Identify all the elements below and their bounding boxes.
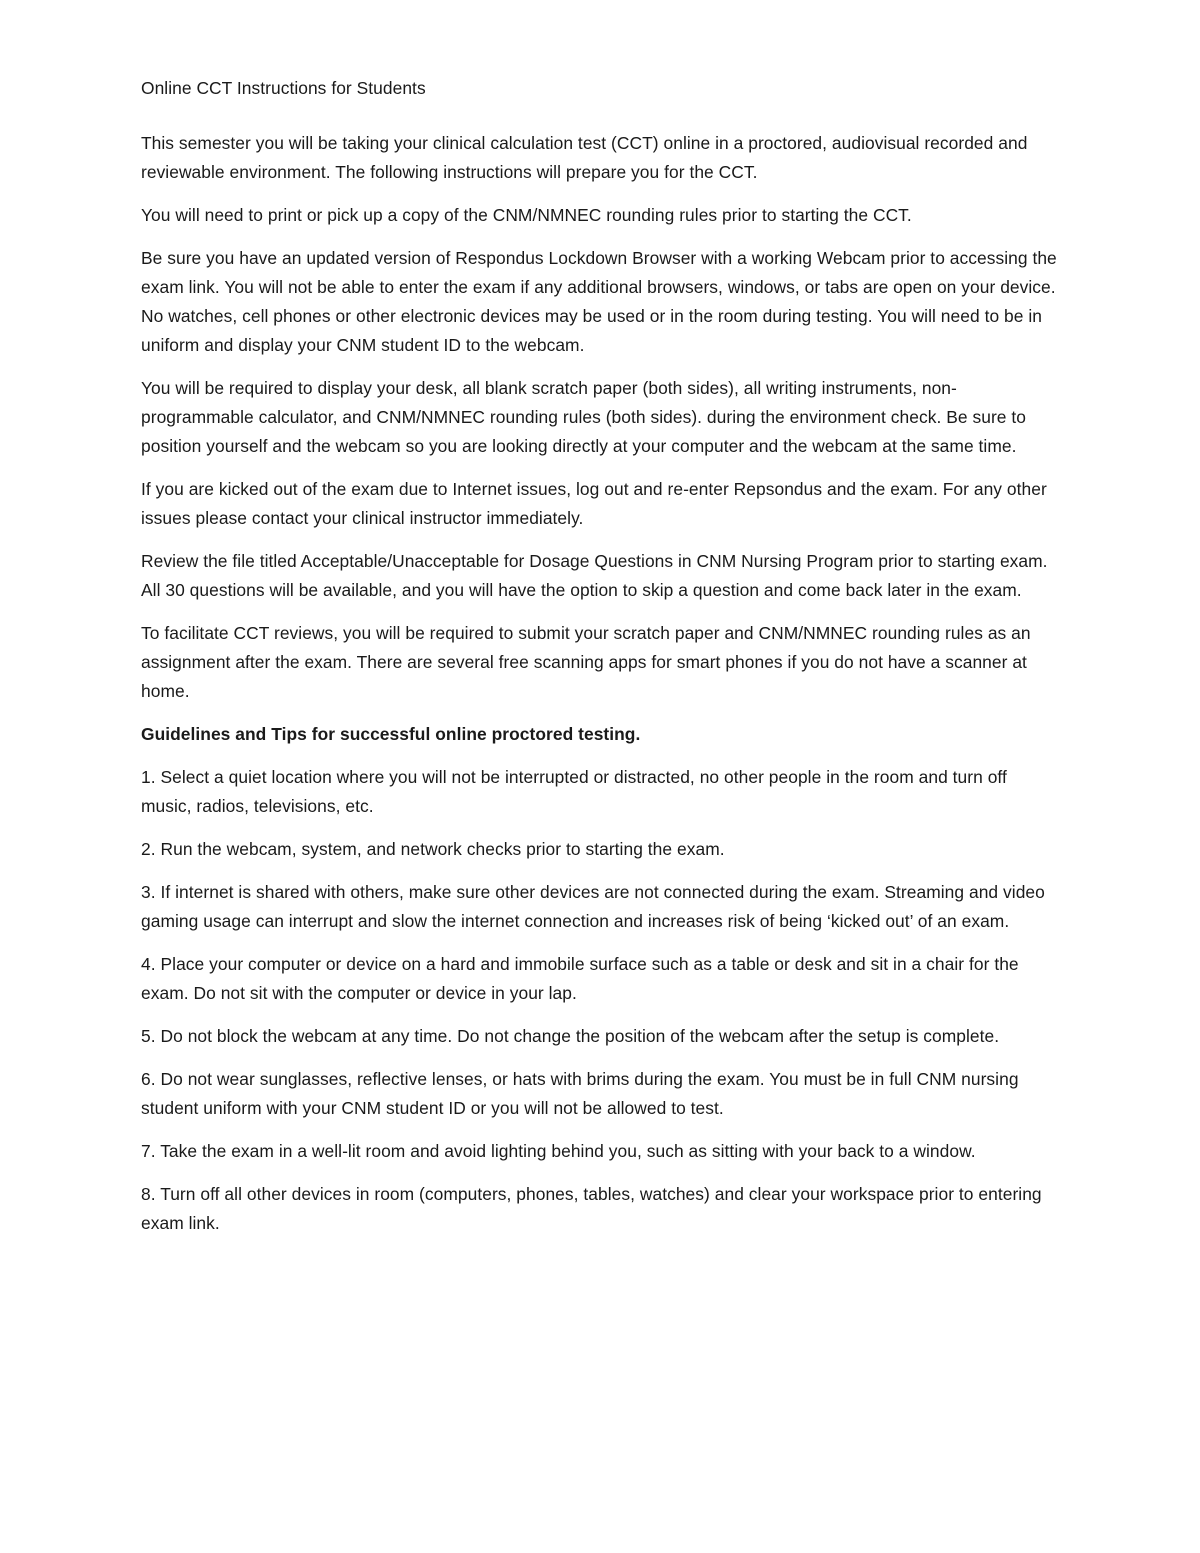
intro-paragraph: This semester you will be taking your clinical calculation test (CCT) online in a proctored, audiovisual recorded and reviewable environment. The following instructions will prepare you for the CCT. <box>141 133 1028 182</box>
document-title: Online CCT Instructions for Students <box>141 78 426 98</box>
guidelines-heading: Guidelines and Tips for successful online proctored testing. <box>141 724 641 744</box>
tip-text: Take the exam in a well-lit room and avoid lighting behind you, such as sitting with your back to a window. <box>160 1141 976 1161</box>
tip-item <box>141 835 1059 864</box>
tip-text: Do not wear sunglasses, reflective lenses, or hats with brims during the exam. You must be in full CNM nursing student uniform with your CNM student ID or you will not be allowed to test. <box>141 1069 1019 1118</box>
tip-item <box>141 878 1059 936</box>
review-file-paragraph: Review the file titled Acceptable/Unacceptable for Dosage Questions in CNM Nursing Program prior to starting exam. All 30 questions will be available, and you will have the option to skip a question and come back later in the exam. <box>141 551 1048 600</box>
cct-reviews-paragraph: To facilitate CCT reviews, you will be required to submit your scratch paper and CNM/NMNEC rounding rules as an assignment after the exam. There are several free scanning apps for smart phones if you do not have a scanner at home. <box>141 623 1031 701</box>
tip-text: If internet is shared with others, make sure other devices are not connected during the exam. Streaming and video gaming usage can interrupt and slow the internet connection and increases risk of being ‘kicked out’ of an exam. <box>141 882 1045 931</box>
tip-text: Run the webcam, system, and network checks prior to starting the exam. <box>160 839 725 859</box>
tip-number: 8. <box>141 1184 156 1204</box>
kicked-out-paragraph: If you are kicked out of the exam due to Internet issues, log out and re-enter Repsondus and the exam. For any other issues please contact your clinical instructor immediately. <box>141 479 1047 528</box>
tip-number: 2. <box>141 839 156 859</box>
tip-item <box>141 1022 1059 1051</box>
tip-item <box>141 1065 1059 1123</box>
rounding-rules-paragraph: You will need to print or pick up a copy of the CNM/NMNEC rounding rules prior to starting the CCT. <box>141 205 912 225</box>
tip-text: Turn off all other devices in room (computers, phones, tables, watches) and clear your workspace prior to entering exam link. <box>141 1184 1042 1233</box>
document-page <box>141 74 1059 1252</box>
tip-item <box>141 763 1059 821</box>
tip-number: 6. <box>141 1069 156 1089</box>
tip-number: 7. <box>141 1141 156 1161</box>
tip-number: 1. <box>141 767 156 787</box>
tip-text: Place your computer or device on a hard and immobile surface such as a table or desk and sit in a chair for the exam. Do not sit with the computer or device in your lap. <box>141 954 1019 1003</box>
tip-number: 4. <box>141 954 156 974</box>
tip-item <box>141 1180 1059 1238</box>
environment-check-paragraph: You will be required to display your desk, all blank scratch paper (both sides), all writing instruments, non-programmable calculator, and CNM/NMNEC rounding rules (both sides). during the environment check. Be sure to position yourself and the webcam so you are looking directly at your computer and the webcam at the same time. <box>141 378 1027 456</box>
tip-text: Select a quiet location where you will not be interrupted or distracted, no other people in the room and turn off music, radios, televisions, etc. <box>141 767 1007 816</box>
tip-item <box>141 950 1059 1008</box>
lockdown-browser-paragraph: Be sure you have an updated version of Respondus Lockdown Browser with a working Webcam prior to accessing the exam link. You will not be able to enter the exam if any additional browsers, windows, or tabs are open on your device. No watches, cell phones or other electronic devices may be used or in the room during testing. You will need to be in uniform and display your CNM student ID to the webcam. <box>141 248 1057 355</box>
tip-text: Do not block the webcam at any time. Do not change the position of the webcam after the setup is complete. <box>160 1026 1000 1046</box>
tip-number: 5. <box>141 1026 156 1046</box>
tip-item <box>141 1137 1059 1166</box>
tip-number: 3. <box>141 882 156 902</box>
